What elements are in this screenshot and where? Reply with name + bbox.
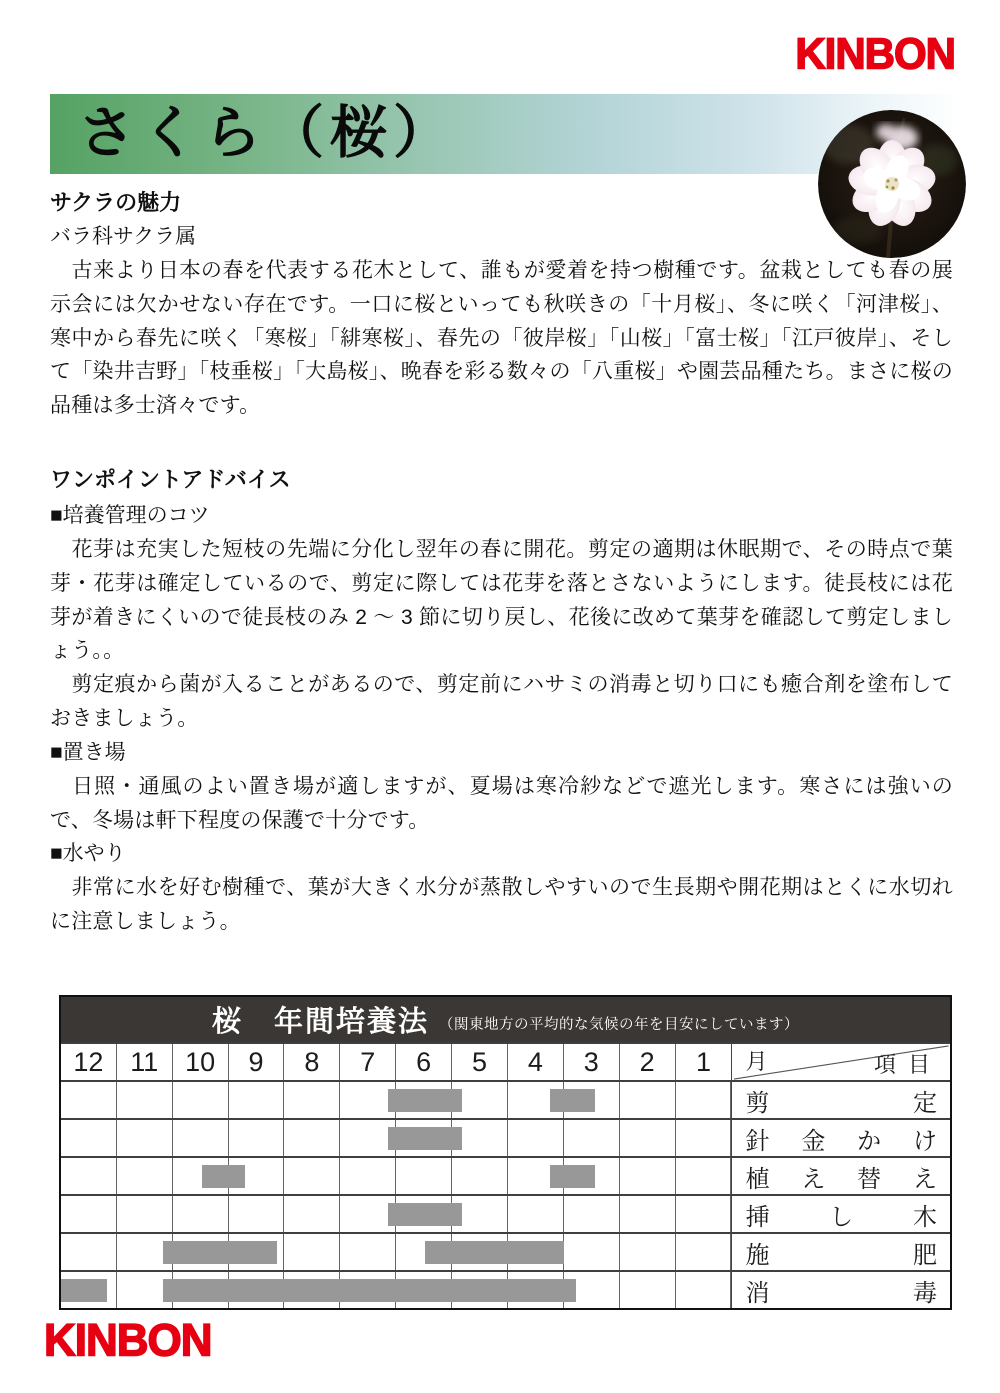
row-label: 施 肥 <box>731 1232 950 1270</box>
activity-bar <box>388 1203 462 1226</box>
calendar-row <box>61 1270 950 1308</box>
grid-cell <box>620 1120 676 1156</box>
placement-paragraph: 日照・通風のよい置き場が適しますが、夏場は寒冷紗などで遮光します。寒さには強いので、冬場は軒下程度の保護で十分です。 <box>50 774 953 832</box>
care-paragraph-2: 剪定痕から菌が入ることがあるので、剪定前にハサミの消毒と切り口にも癒合剤を塗布しておきましょう。 <box>50 673 953 730</box>
kinbon-logo-top: KINBON <box>795 29 955 78</box>
month-cell: 6 <box>396 1044 452 1080</box>
month-cell: 8 <box>284 1044 340 1080</box>
calendar-rows <box>61 1080 950 1308</box>
grid-cell <box>229 1196 285 1232</box>
month-cell: 2 <box>620 1044 676 1080</box>
activity-bar <box>163 1241 277 1264</box>
grid-cell <box>284 1120 340 1156</box>
care-paragraph-1: 花芽は充実した短枝の先端に分化し翌年の春に開花。剪定の適期は休眠期で、その時点で葉芽・花芽は確定しているので、剪定に際しては花芽を落とさないようにします。徒長枝には花芽が着きにくいので徒長枝のみ 2 ～ 3 節に切り戻し、花後に改めて葉芽を確認して剪定しましょう。。 <box>50 537 953 663</box>
activity-track <box>61 1232 731 1270</box>
calendar-title: 桜 年間培養法 <box>211 1006 429 1038</box>
grid-cell <box>340 1234 396 1270</box>
activity-track <box>61 1118 731 1156</box>
row-label: 挿 し 木 <box>731 1194 950 1232</box>
grid-cell <box>340 1158 396 1194</box>
corner-item-label: 項目 <box>873 1052 942 1077</box>
month-cell: 3 <box>564 1044 620 1080</box>
corner-cell <box>731 1042 950 1080</box>
grid-cell <box>284 1158 340 1194</box>
grid-cell <box>229 1082 285 1118</box>
corner-month-label: 月 <box>745 1049 768 1074</box>
article-body <box>50 186 953 939</box>
grid-cell <box>620 1082 676 1118</box>
title-banner <box>50 94 953 174</box>
grid-cell <box>117 1196 173 1232</box>
row-label: 剪 定 <box>731 1080 950 1118</box>
grid-cell <box>676 1120 732 1156</box>
grid-cell <box>61 1196 117 1232</box>
row-label: 針 金 か け <box>731 1118 950 1156</box>
activity-bar <box>388 1127 462 1150</box>
grid-cell <box>676 1234 732 1270</box>
grid-cell <box>452 1158 508 1194</box>
calendar-row <box>61 1118 950 1156</box>
tip-heading-placement: ■置き場 <box>50 740 126 764</box>
activity-bar <box>550 1165 595 1188</box>
grid-cell <box>676 1158 732 1194</box>
activity-track <box>61 1080 731 1118</box>
month-cell: 1 <box>696 1047 712 1077</box>
activity-track <box>61 1156 731 1194</box>
grid-cell <box>564 1196 620 1232</box>
grid-cell <box>564 1120 620 1156</box>
calendar-row <box>61 1156 950 1194</box>
grid-cell <box>564 1234 620 1270</box>
activity-bar <box>163 1279 576 1302</box>
grid-cell <box>173 1082 229 1118</box>
month-cell: 5 <box>452 1044 508 1080</box>
watering-paragraph: 非常に水を好む樹種で、葉が大きく水分が蒸散しやすいので生長期や開花期はとくに水切れに注意しましょう。 <box>50 876 953 934</box>
month-header-cells <box>61 1042 731 1080</box>
grid-cell <box>508 1120 564 1156</box>
grid-cell <box>284 1082 340 1118</box>
activity-bar <box>425 1241 564 1264</box>
grid-cell <box>396 1158 452 1194</box>
grid-cell <box>61 1082 117 1118</box>
grid-cell <box>117 1082 173 1118</box>
month-cell: 4 <box>508 1044 564 1080</box>
calendar-row <box>61 1080 950 1118</box>
grid-cell <box>508 1196 564 1232</box>
section-heading-advice: ワンポイントアドバイス <box>50 466 291 492</box>
tip-heading-watering: ■水やり <box>50 842 126 866</box>
grid-cell <box>61 1120 117 1156</box>
activity-track <box>61 1194 731 1232</box>
row-label: 消 毒 <box>731 1270 950 1308</box>
annual-care-calendar <box>59 995 952 1310</box>
tip-heading-care: ■培養管理のコツ <box>50 503 210 527</box>
grid-cell <box>676 1272 732 1308</box>
activity-bar <box>202 1165 246 1188</box>
section-heading-charm: サクラの魅力 <box>50 190 182 215</box>
calendar-title-bar <box>61 997 950 1042</box>
grid-cell <box>173 1120 229 1156</box>
month-cell: 10 <box>173 1044 229 1080</box>
activity-bar <box>61 1279 107 1302</box>
grid-cell <box>229 1120 285 1156</box>
month-cell: 7 <box>340 1044 396 1080</box>
page-title: さくら（桜） <box>78 102 456 165</box>
month-cell: 11 <box>117 1044 173 1080</box>
grid-cell <box>676 1082 732 1118</box>
calendar-header-row <box>61 1042 950 1080</box>
grid-cell <box>117 1158 173 1194</box>
activity-track <box>61 1270 731 1308</box>
grid-cell <box>284 1196 340 1232</box>
month-cell: 9 <box>229 1044 285 1080</box>
grid-cell <box>620 1158 676 1194</box>
intro-paragraph: 古来より日本の春を代表する花木として、誰もが愛着を持つ樹種です。盆栽としても春の展示会には欠かせない存在です。一口に桜といっても秋咲きの「十月桜」、冬に咲く「河津桜」、寒中から春先に咲く「寒桜」「緋寒桜」、春先の「彼岸桜」「山桜」「富士桜」「江戸彼岸」、そして「染井吉野」「枝垂桜」「大島桜」、晩春を彩る数々の「八重桜」や園芸品種たち。まさに桜の品種は多士済々です。 <box>50 259 953 418</box>
grid-cell <box>620 1272 676 1308</box>
calendar-subtitle: （関東地方の平均的な気候の年を目安にしています） <box>439 1017 799 1033</box>
grid-cell <box>61 1234 117 1270</box>
grid-cell <box>620 1196 676 1232</box>
taxonomy-line: バラ科サクラ属 <box>50 225 197 248</box>
grid-cell <box>117 1120 173 1156</box>
calendar-row <box>61 1232 950 1270</box>
grid-cell <box>173 1196 229 1232</box>
grid-cell <box>620 1234 676 1270</box>
activity-bar <box>388 1089 462 1112</box>
grid-cell <box>676 1196 732 1232</box>
activity-bar <box>550 1089 595 1112</box>
calendar-row <box>61 1194 950 1232</box>
kinbon-logo-bottom: KINBON <box>44 1315 212 1366</box>
row-label: 植 え 替 え <box>731 1156 950 1194</box>
month-cell: 12 <box>61 1044 117 1080</box>
grid-cell <box>61 1158 117 1194</box>
grid-cell <box>284 1234 340 1270</box>
